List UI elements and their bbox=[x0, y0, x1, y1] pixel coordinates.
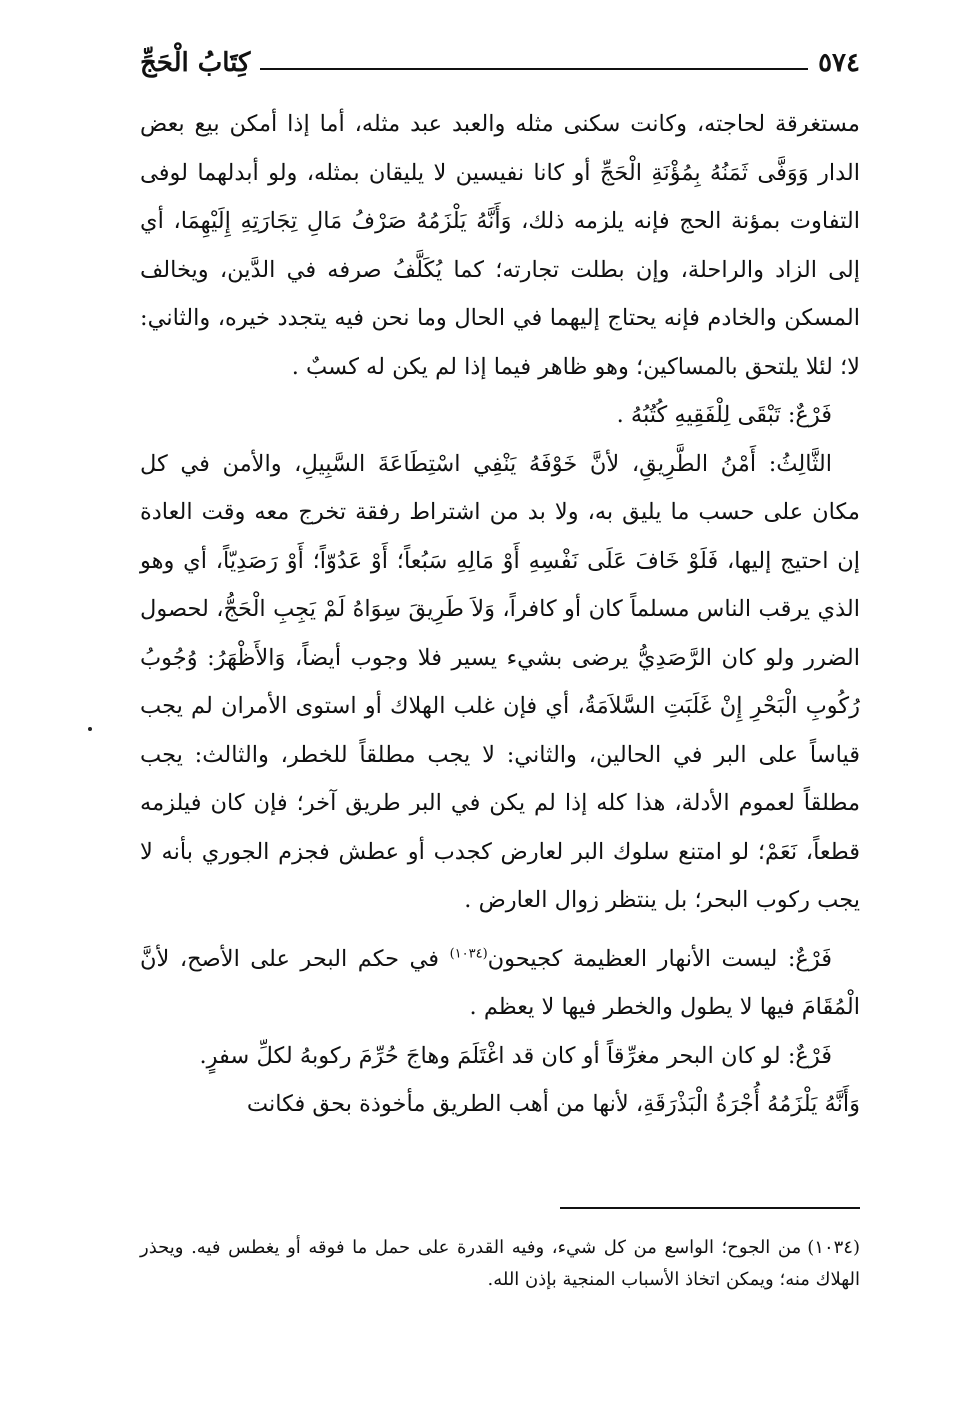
paragraph: مستغرقة لحاجته، وكانت سكنى مثله والعبد عبد مثله، أما إذا أمكن بيع بعض الدار وَوَفَّى ثَمَنُهُ بِمُؤْنَةِ الْحَجِّ أو كانا نفيسين لا يليقان بمثله، ولو أبدلهما لوفى التفاوت بمؤنة الحج فإنه يلزمه ذلك، وَأَنَّهُ يَلْزَمُهُ صَرْفُ مَالِ تِجَارَتِهِ إِلَيْهِمَا، أي إلى الزاد والراحلة، وإن بطلت تجارته؛ كما يُكَلَّفُ صرفه في الدَّين، ويخالف المسكن والخادم فإنه يحتاج إليهما في الحال وما نحن فيه يتجدد خيره، والثاني: لا؛ لئلا يلتحق بالمساكين؛ وهو ظاهر فيما إذا لم يكن له كسبٌ . bbox=[140, 111, 860, 380]
page-body bbox=[140, 100, 860, 1129]
paragraph: وَأَنَّهُ يَلْزَمُهُ أُجْرَةُ الْبَذْرَقَةِ، لأنها من أهب الطريق مأخوذة بحق فكانت bbox=[246, 1091, 860, 1117]
footnote bbox=[140, 1232, 860, 1296]
footnote-text: من الجوح؛ الواسع من كل شيء، وفيه القدرة على حمل ما فوقه أو يغطس فيه. ويحذر الهلاك منه؛ ويمكن اتخاذ الأسباب المنجية بإذن الله. bbox=[140, 1237, 860, 1290]
footnote-number: (١٠٣٤) bbox=[807, 1237, 860, 1258]
paragraph: فَرْعٌ: لو كان البحر مغرِّقاً أو كان قد اغْتَلَمَ وهاجَ حُرِّمَ ركوبهُ لكلِّ سفرٍ. bbox=[199, 1042, 832, 1069]
page-number: ٥٧٤ bbox=[818, 48, 860, 78]
page-header bbox=[140, 38, 860, 78]
footnote-rule bbox=[560, 1207, 860, 1209]
footnote-reference: (١٠٣٤) bbox=[449, 946, 488, 961]
paragraph-with-footnote bbox=[140, 935, 860, 1032]
book-title: كِتَابُ الْحَجِّ bbox=[140, 48, 251, 78]
paragraph-text: في حكم البحر على الأصح، لأنَّ الْمُقَامَ فيها لا يطول والخطر فيها لا يعظم . bbox=[140, 945, 860, 1020]
paragraph: الثَّالِثُ: أَمْنُ الطَّرِيقِ، لأنَّ خَوْفَهُ يَنْفِي اسْتِطَاعَةَ السَّبِيلِ، والأمن في كل مكان على حسب ما يليق به، ولا بد من اشتراط رفقة تخرج معه وقت العادة إن احتيج إليها، فَلَوْ خَافَ عَلَى نَفْسِهِ أَوْ مَالِهِ سَبُعاً؛ أَوْ عَدُوّاً؛ أَوْ رَصَدِيّاً، أي وهو الذي يرقب الناس مسلماً كان أو كافراً، وَلاَ طَرِيقَ سِوَاهُ لَمْ يَجِبِ الْحَجُّ، لحصول الضرر ولو كان الرَّصَدِيُّ يرضى بشيء يسير فلا وجوب أيضاً، وَالأَظْهَرُ: وُجُوبُ رُكُوبِ الْبَحْرِ إِنْ غَلَبَتِ السَّلاَمَةُ، أي فإن غلب الهلاك أو استوى الأمران لم يجب قياساً على البر في الحالين، والثاني: لا يجب مطلقاً للخطر، والثالث: يجب مطلقاً لعموم الأدلة، هذا كله إذا لم يكن في البر طريق آخر؛ فإن كان فيلزمه قطعاً، نَعَمْ؛ لو امتنع سلوك البر لعارض كجدب أو عطش فجزم الجوري بأنه لا يجب ركوب البحر؛ بل ينتظر زوال العارض . bbox=[140, 450, 860, 913]
footnotes bbox=[140, 1232, 860, 1296]
paragraph-text: فَرْعٌ: ليست الأنهار العظيمة كجيحون bbox=[487, 945, 833, 972]
margin-dot bbox=[88, 727, 92, 731]
paragraph: فَرْعٌ: تَبْقَى لِلْفَقِيهِ كُتُبُهُ . bbox=[616, 402, 832, 428]
header-rule bbox=[260, 68, 808, 70]
